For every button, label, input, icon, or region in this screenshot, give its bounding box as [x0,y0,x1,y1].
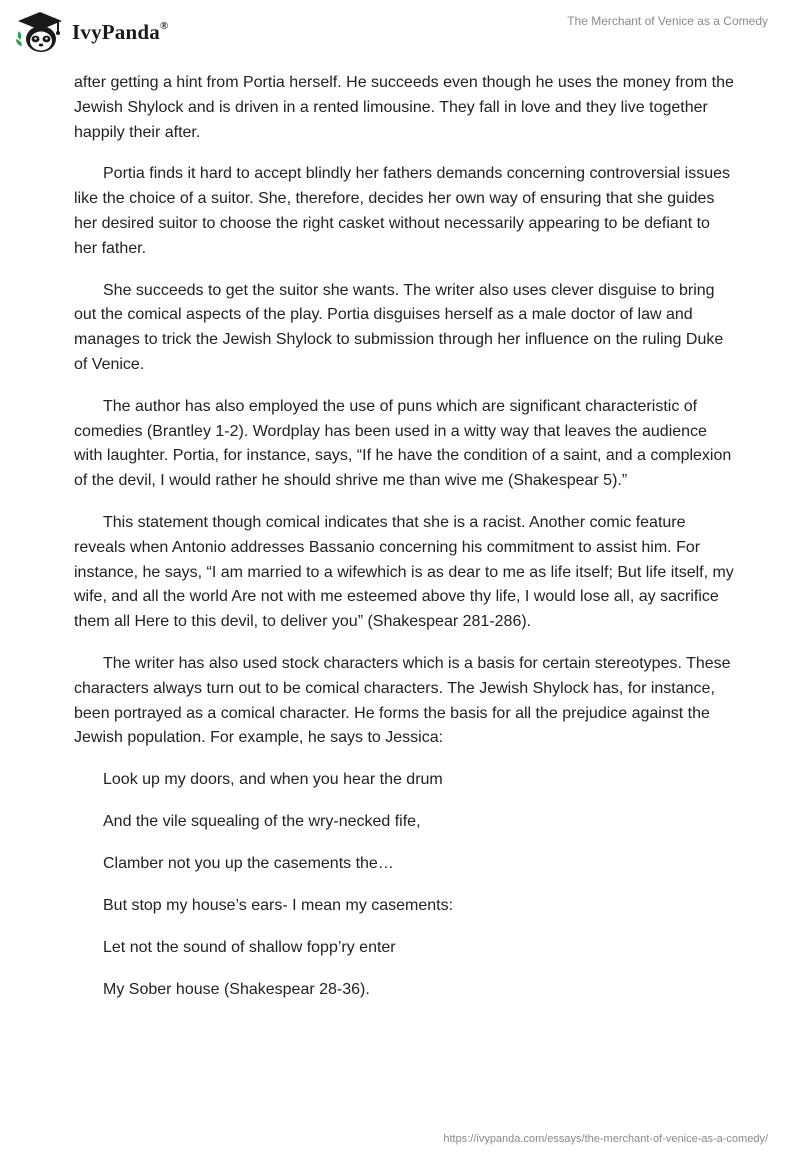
essay-body [74,71,734,1020]
paragraph: after getting a hint from Portia herself. He succeeds even though he uses the money from the Jewish Shylock and is driven in a rented limousine. They fall in love and they live together happily their after. [74,74,734,141]
page-header [0,0,800,64]
verse-line: Let not the sound of shallow fopp’ry enter [103,939,396,957]
paragraph: She succeeds to get the suitor she wants. The writer also uses clever disguise to bring out the comical aspects of the play. Portia disguises herself as a male doctor of law and manages to trick the Jewish Shylock to submission through her influence on the ruling Duke of Venice. [74,281,724,373]
panda-graduate-icon [14,10,66,54]
brand-name: IvyPanda® [72,19,169,44]
paragraph: This statement though comical indicates that she is a racist. Another comic feature reveals when Antonio addresses Bassanio concerning his commitment to assist him. For instance, he says, “I am married to a wifewhich is as dear to me as life itself; But life itself, my wife, and all the world Are not with me esteemed above thy life, I would lose all, ay sacrifice them all Here to this devil, to deliver you” (Shakespear 281-286). [74,513,734,631]
document-title: The Merchant of Venice as a Comedy [567,14,768,28]
verse-line: My Sober house (Shakespear 28-36). [103,981,370,999]
paragraph: Portia finds it hard to accept blindly her fathers demands concerning controversial issues like the choice of a suitor. She, therefore, decides her own way of ensuring that she guides her desired suitor to choose the right casket without necessarily appearing to be defiant to her father. [74,165,730,257]
paragraph: The writer has also used stock characters which is a basis for certain stereotypes. These characters always turn out to be comical characters. The Jewish Shylock has, for instance, been portrayed as a comical character. He forms the basis for all the prejudice against the Jewish population. For example, he says to Jessica: [74,654,731,747]
verse-line: Clamber not you up the casements the… [103,855,394,873]
verse-line: And the vile squealing of the wry-necked fife, [103,813,421,831]
verse-line: Look up my doors, and when you hear the drum [103,771,443,789]
registered-mark: ® [159,19,169,32]
brand-logo[interactable] [14,10,168,54]
source-url[interactable]: https://ivypanda.com/essays/the-merchant-of-venice-as-a-comedy/ [443,1133,768,1145]
verse-line: But stop my house’s ears- I mean my casements: [103,897,454,915]
paragraph: The author has also employed the use of puns which are significant characteristic of comedies (Brantley 1-2). Wordplay has been used in a witty way that leaves the audience with laughter. Portia, for instance, says, “If he have the condition of a saint, and a complexion of the devil, I would rather he should shrive me than wive me (Shakespear 5).” [74,397,732,490]
